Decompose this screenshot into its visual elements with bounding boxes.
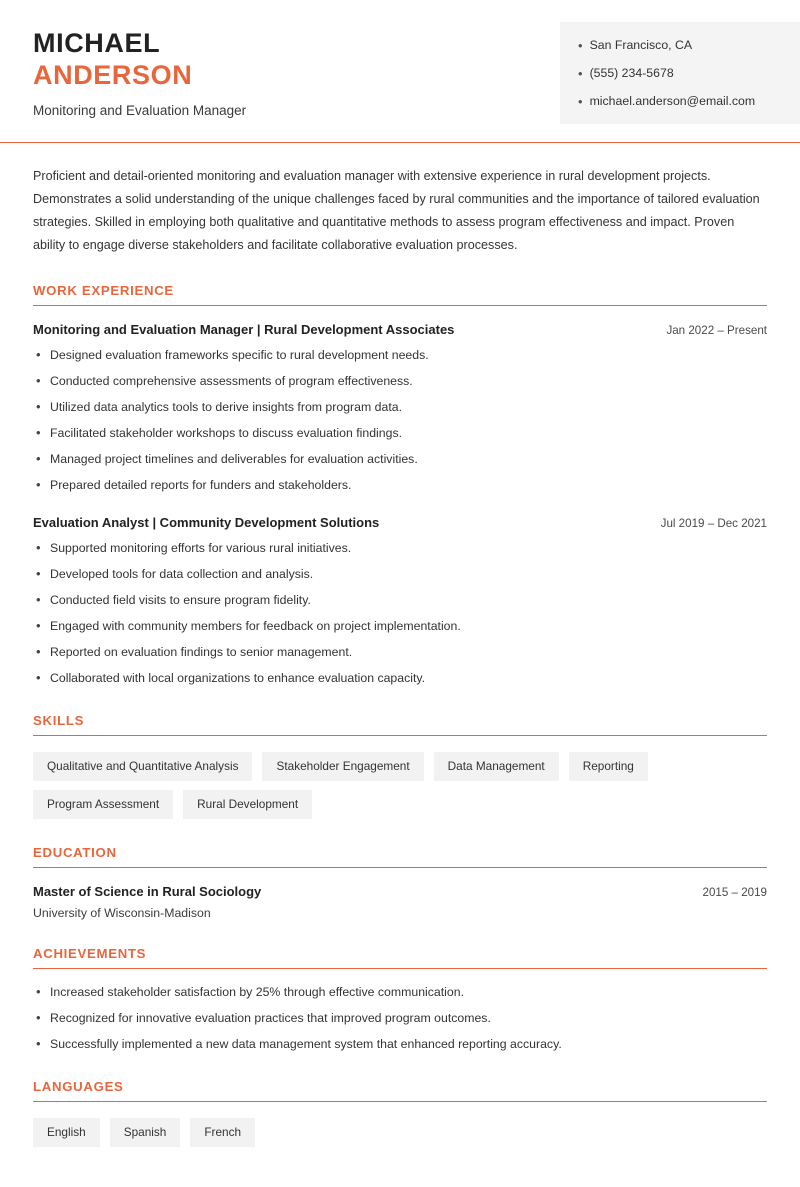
bullet-icon: • bbox=[578, 93, 583, 109]
section-education bbox=[33, 845, 767, 920]
work-entry-bullets bbox=[33, 541, 767, 687]
list-item: • Collaborated with local organizations to enhance evaluation capacity. bbox=[33, 671, 767, 687]
skill-tag: Stakeholder Engagement bbox=[262, 752, 423, 781]
list-item: • Prepared detailed reports for funders and stakeholders. bbox=[33, 478, 767, 494]
skill-tag: Reporting bbox=[569, 752, 648, 781]
bullet-icon: • bbox=[578, 38, 583, 53]
contact-phone-text: (555) 234-5678 bbox=[589, 65, 674, 80]
list-item: • Managed project timelines and deliverables for evaluation activities. bbox=[33, 452, 767, 468]
first-name: MICHAEL bbox=[33, 28, 161, 58]
section-divider bbox=[33, 305, 767, 306]
language-tag: English bbox=[33, 1118, 100, 1147]
skills-tag-list bbox=[33, 752, 767, 819]
list-item: • Successfully implemented a new data management system that enhanced reporting accuracy. bbox=[33, 1037, 767, 1053]
section-skills bbox=[33, 713, 767, 819]
section-divider bbox=[33, 968, 767, 969]
section-heading-skills: SKILLS bbox=[33, 713, 85, 729]
work-entry bbox=[33, 515, 767, 687]
skill-tag: Data Management bbox=[434, 752, 559, 781]
contact-location-text: San Francisco, CA bbox=[589, 38, 693, 52]
list-item: • Engaged with community members for feedback on project implementation. bbox=[33, 619, 767, 635]
list-item: • Conducted comprehensive assessments of program effectiveness. bbox=[33, 374, 767, 390]
language-tag: French bbox=[190, 1118, 255, 1147]
list-item: • Designed evaluation frameworks specific to rural development needs. bbox=[33, 348, 767, 364]
education-date: 2015 – 2019 bbox=[702, 886, 767, 900]
work-entry-bullets bbox=[33, 348, 767, 494]
section-heading-achievements: ACHIEVEMENTS bbox=[33, 946, 147, 962]
work-entry-header bbox=[33, 322, 767, 337]
section-divider bbox=[33, 867, 767, 868]
section-achievements bbox=[33, 946, 767, 1053]
contact-details bbox=[560, 22, 800, 124]
contact-email-text: michael.anderson@email.com bbox=[589, 93, 756, 108]
contact-item-location bbox=[578, 38, 780, 54]
contact-item-phone bbox=[578, 66, 780, 82]
list-item: • Supported monitoring efforts for various rural initiatives. bbox=[33, 541, 767, 557]
language-tag: Spanish bbox=[110, 1118, 181, 1147]
section-divider bbox=[33, 1101, 767, 1102]
list-item: • Reported on evaluation findings to senior management. bbox=[33, 645, 767, 661]
education-school: University of Wisconsin-Madison bbox=[33, 906, 211, 921]
section-heading-languages: LANGUAGES bbox=[33, 1079, 124, 1095]
bullet-icon: • bbox=[578, 65, 583, 81]
skill-tag: Rural Development bbox=[183, 790, 312, 819]
list-item: • Conducted field visits to ensure program fidelity. bbox=[33, 593, 767, 609]
section-languages bbox=[33, 1079, 767, 1147]
education-entry-header bbox=[33, 884, 767, 899]
last-name: ANDERSON bbox=[33, 59, 193, 90]
work-entry-role: Evaluation Analyst | Community Development Solutions bbox=[33, 515, 380, 531]
skill-tag: Program Assessment bbox=[33, 790, 173, 819]
resume-header bbox=[0, 0, 800, 124]
list-item: • Facilitated stakeholder workshops to discuss evaluation findings. bbox=[33, 426, 767, 442]
page-title: Monitoring and Evaluation Manager bbox=[33, 102, 247, 118]
section-heading-work: WORK EXPERIENCE bbox=[33, 282, 174, 298]
work-entry-date: Jan 2022 – Present bbox=[666, 323, 767, 337]
section-divider bbox=[33, 735, 767, 736]
work-entry-role: Monitoring and Evaluation Manager | Rural Development Associates bbox=[33, 321, 455, 337]
education-degree: Master of Science in Rural Sociology bbox=[33, 884, 262, 900]
list-item: • Utilized data analytics tools to derive insights from program data. bbox=[33, 400, 767, 416]
professional-summary: Proficient and detail-oriented monitoring and evaluation manager with extensive experience in rural development projects. Demonstrates a solid understanding of the unique challenges faced by rural communities and the importance of tailored evaluation strategies. Skilled in employing both qualitative and quantitative methods to assess program effectiveness and impact. Proven ability to engage diverse stakeholders and facilitate collaborative evaluation processes. bbox=[33, 168, 760, 252]
header-identity bbox=[0, 22, 246, 118]
resume-body bbox=[0, 143, 800, 1147]
achievements-list bbox=[33, 985, 767, 1053]
work-entry-header bbox=[33, 515, 767, 530]
skill-tag: Qualitative and Quantitative Analysis bbox=[33, 752, 252, 781]
list-item: • Recognized for innovative evaluation practices that improved program outcomes. bbox=[33, 1011, 767, 1027]
section-heading-education: EDUCATION bbox=[33, 845, 117, 861]
work-entry bbox=[33, 322, 767, 494]
list-item: • Developed tools for data collection and analysis. bbox=[33, 567, 767, 583]
section-work-experience bbox=[33, 283, 767, 688]
languages-tag-list bbox=[33, 1118, 767, 1147]
list-item: • Increased stakeholder satisfaction by 25% through effective communication. bbox=[33, 985, 767, 1001]
work-entry-date: Jul 2019 – Dec 2021 bbox=[660, 517, 767, 531]
contact-item-email bbox=[578, 94, 780, 110]
